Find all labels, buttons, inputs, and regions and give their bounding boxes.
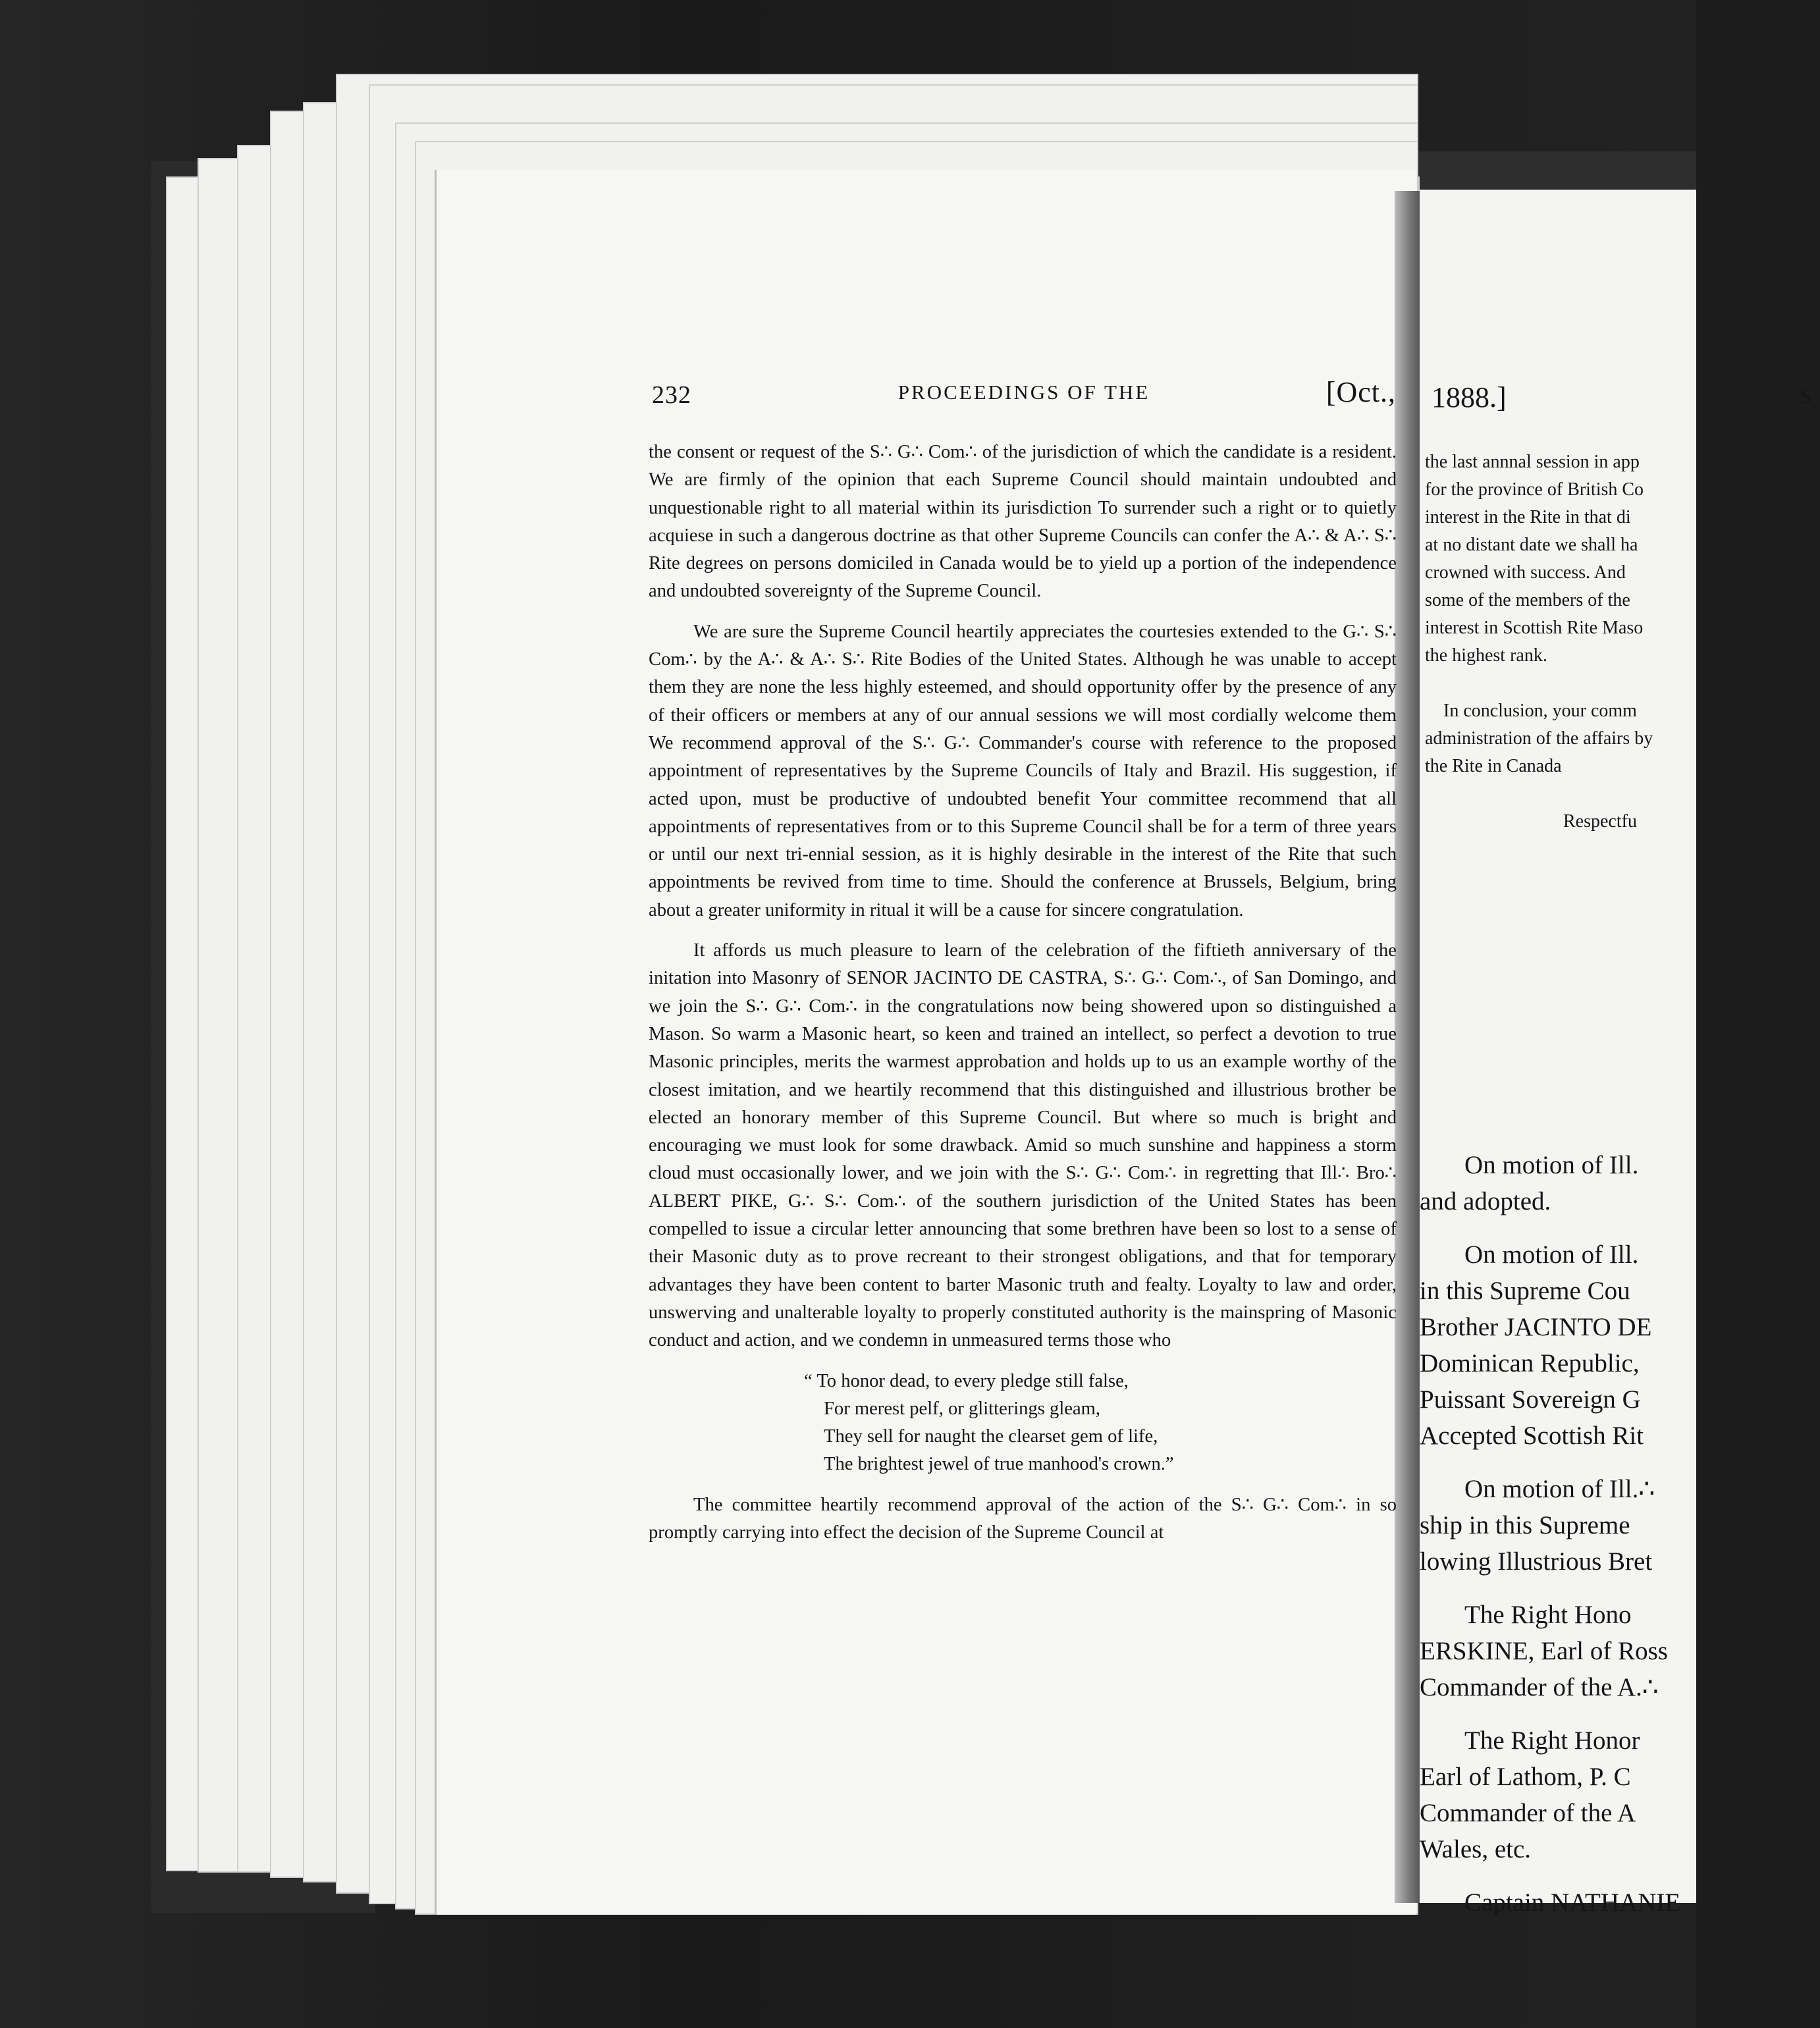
body-text [649,439,1397,1547]
page-header [652,376,1396,414]
verse-line: For merest pelf, or glitterings gleam, [824,1398,1101,1419]
right-page-line: administration of the affairs by [1425,728,1653,749]
right-date-label: 1888.] [1432,381,1507,414]
right-running-title: S [1800,385,1812,408]
right-page-line: Accepted Scottish Rit [1420,1422,1644,1450]
right-page-line: On motion of Ill. [1464,1151,1639,1179]
right-page-line: Wales, etc. [1420,1835,1532,1863]
date-label: [Oct., [1325,376,1396,408]
right-page-line: In conclusion, your comm [1425,701,1637,721]
right-page-line [1420,1705,1815,1722]
right-page-line: ship in this Supreme [1420,1511,1630,1539]
right-page-line: the Rite in Canada [1425,756,1562,776]
right-page-line: Respectfu [1425,811,1637,832]
right-page-line: interest in the Rite in that di [1425,507,1631,527]
verse-line: They sell for naught the clearset gem of life, [824,1426,1158,1447]
right-page-line: On motion of Ill. [1464,1241,1639,1269]
right-page-line: the highest rank. [1425,645,1547,666]
verse-line: The brightest jewel of true manhood's crown.” [824,1454,1174,1475]
right-page-line: and adopted. [1420,1187,1551,1215]
right-page-large-text [1420,1147,1815,1921]
right-page-small-text [1425,448,1820,836]
right-page-line: Commander of the A.∴ [1420,1673,1659,1701]
right-page-line: Earl of Lathom, P. C [1420,1763,1631,1791]
paragraph-1: the consent or request of the S∴ G∴ Com∴ of the jurisdiction of which the candidate is a resident. We are firmly of the opinion that each Supreme Council should maintain undoubted and unquestionable right to all material within its jurisdiction To surrender such a right or to quietly acquiese in such a dangerous doctrine as that other Supreme Councils can confer the A∴ & A∴ S∴ Rite degrees on persons domiciled in Canada would be to yield up a portion of the independence and undoubted sovereignty of the Supreme Council. [649,442,1397,602]
right-page-line: in this Supreme Cou [1420,1277,1630,1305]
right-page-line [1420,1454,1815,1471]
right-page-line: interest in Scottish Rite Maso [1425,618,1644,638]
right-page-line: Dominican Republic, [1420,1349,1640,1377]
right-page-line [1420,1219,1815,1237]
right-page-line [1425,780,1820,808]
paragraph-3: It affords us much pleasure to learn of the celebration of the fiftieth anniversary of the initation into Masonry of SENOR JACINTO DE CASTRA, S∴ G∴ Com∴, of San Domingo, and we join the S∴ G∴ Com∴ in the congratulations now being showered upon so distinguished a Mason. So warm a Masonic heart, so keen and trained an intellect, so perfect a devotion to true Masonic principles, merits the warmest approbation and holds up to us an example worthy of the closest imitation, and we heartily recommend that this distinguished and illustrious brother be elected an honorary member of this Supreme Council. But where so much is bright and encouraging we must look for some drawback. Amid so much sunshine and happiness a storm cloud must occasionally lower, and we join with the S∴ G∴ Com∴ in regretting that Ill∴ Bro∴ ALBERT PIKE, G∴ S∴ Com∴ of the southern jurisdiction of the United States has been compelled to issue a circular letter announcing that some brethren have been so lost to a sense of their Masonic duty as to prove recreant to their strongest obligations, and that for temporary advantages they have been content to barter Masonic truth and fealty. Loyalty to law and order, unswerving and unalterable loyalty to properly constituted authority is the mainspring of Masonic conduct and action, and we condemn in unmeasured terms those who [649,940,1397,1351]
verse-quote [804,1368,1397,1479]
right-page-line: Brother JACINTO DE [1420,1313,1652,1341]
right-page-line [1420,1867,1815,1884]
page-number: 232 [652,381,691,409]
right-page-line: Puissant Sovereign G [1420,1385,1641,1414]
right-page-line: Captain NATHANIE [1464,1888,1681,1917]
right-page-line: The Right Hono [1464,1601,1632,1629]
right-page-line: On motion of Ill.∴ [1464,1475,1655,1503]
right-page-line: at no distant date we shall ha [1425,535,1638,555]
right-page-line [1420,1580,1815,1597]
right-page [1420,190,1812,1917]
right-page-line: crowned with success. And [1425,562,1626,583]
right-page-line: ERSKINE, Earl of Ross [1420,1637,1668,1665]
running-title: PROCEEDINGS OF THE [897,381,1150,404]
right-page-line: some of the members of the [1425,590,1630,610]
verse-line: “ To honor dead, to every pledge still false, [804,1370,1129,1391]
closing-paragraph: The committee heartily recommend approval of the action of the S∴ G∴ Com∴ in so promptly carrying into effect the decision of the Supreme Council at [649,1494,1397,1543]
right-page-line: lowing Illustrious Bret [1420,1547,1653,1576]
right-page-line: for the province of British Co [1425,479,1644,500]
right-page-line: The Right Honor [1464,1726,1640,1755]
right-page-line: Commander of the A [1420,1799,1636,1827]
paragraph-2: We are sure the Supreme Council heartily appreciates the courtesies extended to the G∴ S∴ Com∴ by the A∴ & A∴ S∴ Rite Bodies of the United States. Although he was unable to accept them they are none the less highly esteemed, and should opportunity offer by the presence of any of their officers or members at any of our annual sessions we will most cordially welcome them We recommend approval of the S∴ G∴ Commander's course with reference to the proposed appointment of representatives by the Supreme Councils of Italy and Brazil. His suggestion, if acted upon, must be productive of undoubted benefit Your committee recommend that all appointments of representatives from or to this Supreme Council shall be for a term of three years or until our next tri-ennial session, as it is highly desirable in the interest of the Rite that such appointments be revived from time to time. Should the conference at Brussels, Belgium, bring about a greater uniformity in ritual it will be a cause for sincere congratulation. [649,621,1397,921]
right-page-header [1432,381,1812,414]
right-page-line: the last annnal session in app [1425,452,1640,472]
right-page-line [1425,670,1820,697]
